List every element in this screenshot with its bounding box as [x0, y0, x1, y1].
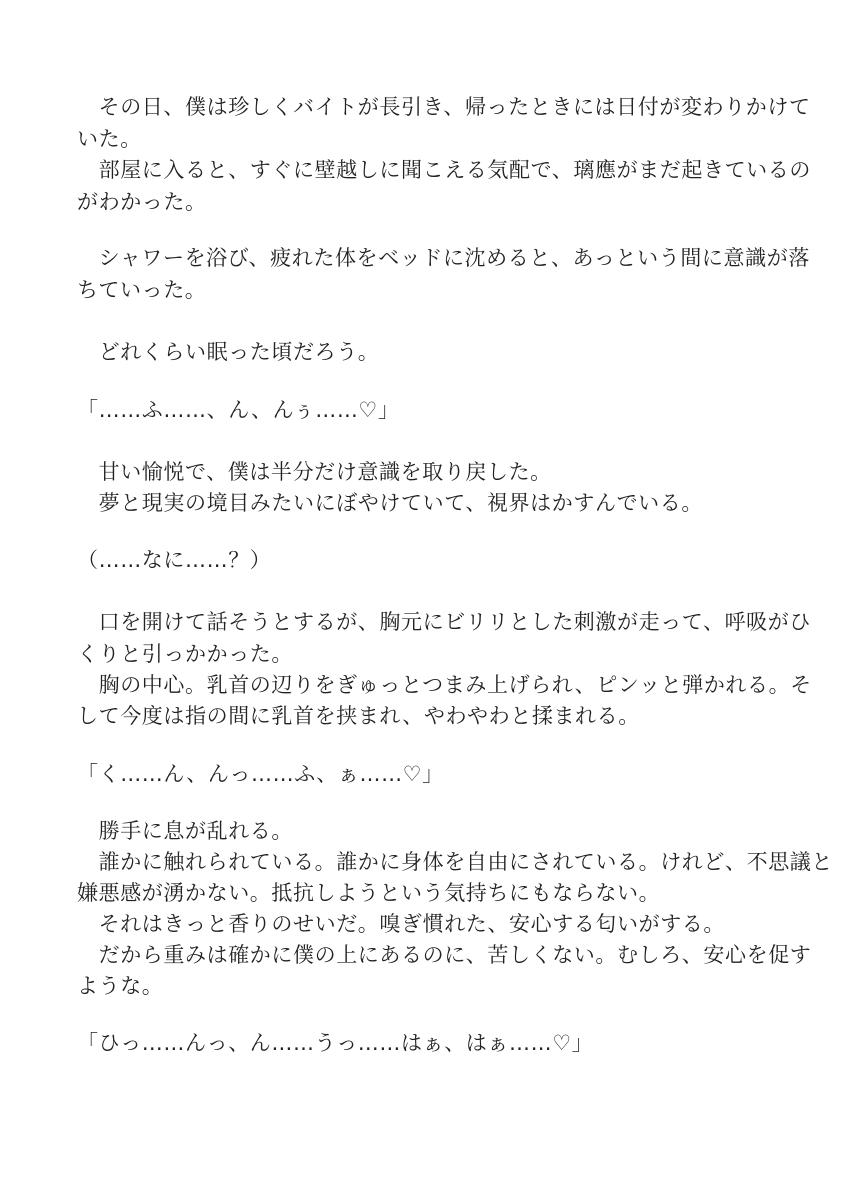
text-line: どれくらい眠った頃だろう。: [77, 340, 380, 364]
text-line: 勝手に息が乱れる。: [77, 819, 293, 843]
text-line: その日、僕は珍しくバイトが長引き、帰ったときには日付が変わりかけて: [77, 95, 811, 119]
text-line: くりと引っかかった。: [77, 642, 293, 666]
text-line: 口を開けて話そうとするが、胸元にビリリとした刺激が走って、呼吸がひ: [77, 610, 811, 634]
dialogue-line: 「く……ん、んっ……ふ、ぁ……♡」: [77, 762, 444, 786]
text-line: それはきっと香りのせいだ。嗅ぎ慣れた、安心する匂いがする。: [77, 912, 725, 936]
text-line: して今度は指の間に乳首を挟まれ、やわやわと揉まれる。: [77, 704, 640, 728]
text-line: いた。: [77, 127, 142, 151]
text-line: 甘い愉悦で、僕は半分だけ意識を取り戻した。: [77, 460, 552, 484]
text-line: がわかった。: [77, 190, 207, 214]
text-line: ちていった。: [77, 278, 207, 302]
text-line: 嫌悪感が湧かない。抵抗しようという気持ちにもならない。: [77, 881, 661, 905]
dialogue-line: 「……ふ……、ん、んぅ……♡」: [77, 398, 400, 422]
dialogue-line: 「ひっ……んっ、ん……うっ……はぁ、はぁ……♡」: [77, 1031, 594, 1055]
text-line: 誰かに触れられている。誰かに身体を自由にされている。けれど、不思議と: [77, 850, 833, 874]
text-line: 部屋に入ると、すぐに壁越しに聞こえる気配で、璃應がまだ起きているの: [77, 158, 811, 182]
text-line: 夢と現実の境目みたいにぼやけていて、視界はかすんでいる。: [77, 491, 703, 515]
text-line: シャワーを浴び、疲れた体をベッドに沈めると、あっという間に意識が落: [77, 246, 810, 270]
text-line: ような。: [77, 974, 164, 998]
text-line: 胸の中心。乳首の辺りをぎゅっとつまみ上げられ、ピンッと弾かれる。そ: [77, 673, 812, 697]
text-line: だから重みは確かに僕の上にあるのに、苦しくない。むしろ、安心を促す: [77, 943, 812, 967]
thought-line: （……なに……？）: [77, 548, 272, 572]
